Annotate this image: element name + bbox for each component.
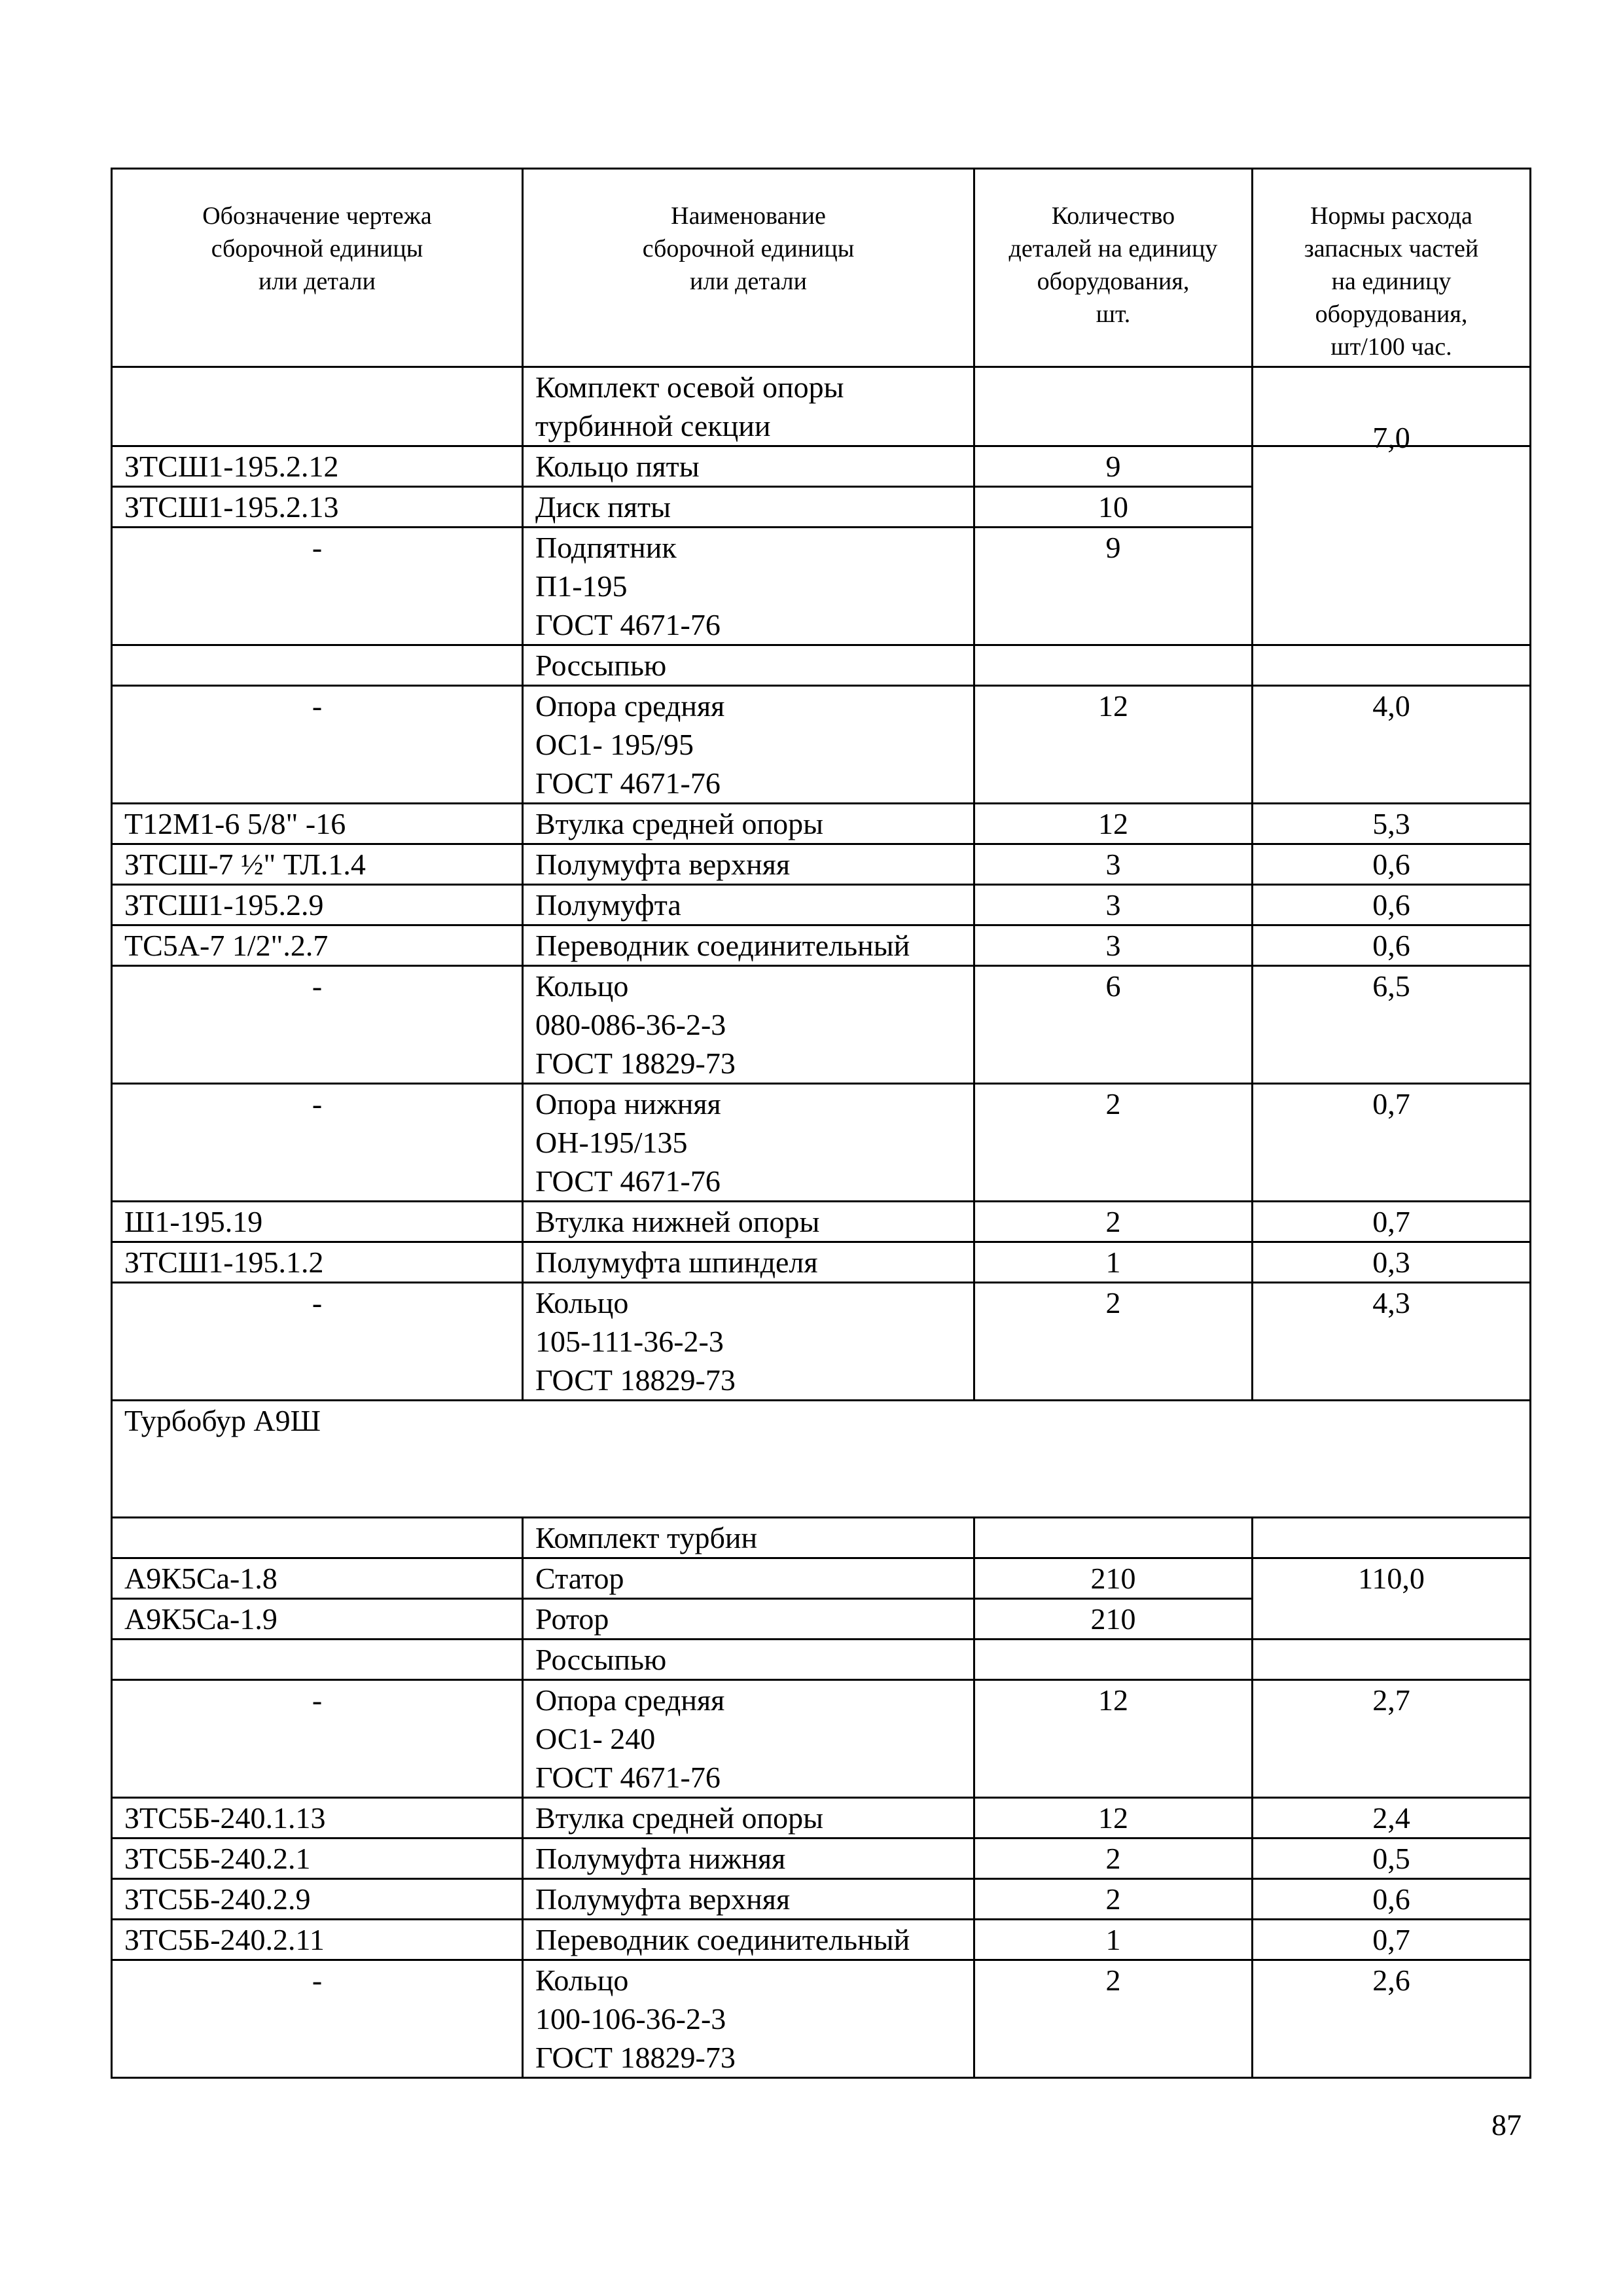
cell-name: Полумуфта нижняя	[523, 1839, 974, 1879]
cell-name: Россыпью	[523, 1640, 974, 1680]
table-row	[112, 1879, 1531, 1920]
cell-norm: 2,4	[1253, 1798, 1531, 1839]
cell-name: Кольцо 080-086-36-2-3 ГОСТ 18829-73	[523, 966, 974, 1084]
cell-norm: 6,5	[1253, 966, 1531, 1084]
cell-code: А9К5Са-1.8	[112, 1558, 523, 1599]
cell-norm	[1253, 1640, 1531, 1680]
cell-code: -	[112, 966, 523, 1084]
table-row	[112, 1680, 1531, 1798]
cell-name: Втулка средней опоры	[523, 1798, 974, 1839]
header-consumption-norm: Нормы расхода запасных частей на единицу оборудования, шт/100 час.	[1253, 169, 1531, 367]
table-row	[112, 686, 1531, 804]
table-row	[112, 1558, 1531, 1599]
cell-qty: 210	[974, 1558, 1253, 1599]
cell-code: ЗТСШ1-195.2.13	[112, 487, 523, 528]
spare-parts-table	[111, 168, 1531, 2079]
cell-qty	[974, 645, 1253, 686]
table-row	[112, 446, 1531, 487]
group-title: Комплект осевой опоры турбинной секции	[523, 367, 974, 446]
cell-code: Ш1-195.19	[112, 1202, 523, 1242]
cell-code: ТС5А-7 1/2".2.7	[112, 925, 523, 966]
cell-norm-merged: 7,0	[1253, 446, 1531, 645]
group-title: Комплект турбин	[523, 1518, 974, 1558]
cell-qty: 12	[974, 804, 1253, 844]
header-drawing-code: Обозначение чертежа сборочной единицы или детали	[112, 169, 523, 367]
cell-name: Диск пяты	[523, 487, 974, 528]
cell-norm: 0,6	[1253, 844, 1531, 885]
cell-qty	[974, 1518, 1253, 1558]
section-title: Турбобур А9Ш	[112, 1401, 1531, 1518]
cell-code: -	[112, 1283, 523, 1401]
cell-name: Полумуфта верхняя	[523, 844, 974, 885]
cell-norm	[1253, 1518, 1531, 1558]
table-row	[112, 966, 1531, 1084]
table-row	[112, 367, 1531, 446]
cell-code	[112, 367, 523, 446]
cell-code: ЗТСШ-7 ½" ТЛ.1.4	[112, 844, 523, 885]
cell-name: Опора нижняя ОН-195/135 ГОСТ 4671-76	[523, 1084, 974, 1202]
cell-name: Переводник соединительный	[523, 1920, 974, 1960]
table-row	[112, 1798, 1531, 1839]
cell-name: Полумуфта верхняя	[523, 1879, 974, 1920]
cell-qty: 12	[974, 686, 1253, 804]
cell-code: ЗТСШ1-195.2.12	[112, 446, 523, 487]
cell-qty: 2	[974, 1879, 1253, 1920]
cell-qty: 2	[974, 1202, 1253, 1242]
table-row	[112, 1084, 1531, 1202]
cell-norm: 4,3	[1253, 1283, 1531, 1401]
cell-name: Полумуфта шпинделя	[523, 1242, 974, 1283]
cell-qty: 3	[974, 885, 1253, 925]
cell-norm: 2,6	[1253, 1960, 1531, 2078]
cell-norm: 2,7	[1253, 1680, 1531, 1798]
cell-code: ЗТСШ1-195.2.9	[112, 885, 523, 925]
cell-norm: 0,6	[1253, 1879, 1531, 1920]
cell-code	[112, 645, 523, 686]
table-row	[112, 1920, 1531, 1960]
cell-name: Ротор	[523, 1599, 974, 1640]
cell-name: Россыпью	[523, 645, 974, 686]
cell-qty: 2	[974, 1960, 1253, 2078]
table-row	[112, 1640, 1531, 1680]
cell-name: Переводник соединительный	[523, 925, 974, 966]
cell-code: ЗТСШ1-195.1.2	[112, 1242, 523, 1283]
cell-code: -	[112, 686, 523, 804]
cell-qty: 12	[974, 1798, 1253, 1839]
cell-qty	[974, 367, 1253, 446]
cell-norm: 0,7	[1253, 1920, 1531, 1960]
cell-code: -	[112, 1084, 523, 1202]
cell-name: Статор	[523, 1558, 974, 1599]
table-header-row	[112, 169, 1531, 367]
cell-norm: 4,0	[1253, 686, 1531, 804]
cell-code	[112, 1518, 523, 1558]
cell-norm: 5,3	[1253, 804, 1531, 844]
table-row	[112, 1242, 1531, 1283]
table-row	[112, 885, 1531, 925]
cell-qty: 12	[974, 1680, 1253, 1798]
cell-qty: 2	[974, 1283, 1253, 1401]
cell-code: ЗТС5Б-240.2.1	[112, 1839, 523, 1879]
header-name: Наименование сборочной единицы или детали	[523, 169, 974, 367]
cell-qty: 9	[974, 528, 1253, 645]
table-row	[112, 1202, 1531, 1242]
cell-name: Опора средняя ОС1- 240 ГОСТ 4671-76	[523, 1680, 974, 1798]
section-row	[112, 1401, 1531, 1518]
table-row	[112, 804, 1531, 844]
cell-code: ЗТС5Б-240.2.9	[112, 1879, 523, 1920]
table-row	[112, 1518, 1531, 1558]
table-row	[112, 1283, 1531, 1401]
cell-name: Кольцо 105-111-36-2-3 ГОСТ 18829-73	[523, 1283, 974, 1401]
cell-norm: 0,7	[1253, 1084, 1531, 1202]
cell-qty: 10	[974, 487, 1253, 528]
table-row	[112, 645, 1531, 686]
cell-name: Опора средняя ОС1- 195/95 ГОСТ 4671-76	[523, 686, 974, 804]
cell-name: Втулка нижней опоры	[523, 1202, 974, 1242]
cell-name: Кольцо 100-106-36-2-3 ГОСТ 18829-73	[523, 1960, 974, 2078]
table-row	[112, 925, 1531, 966]
cell-code: ЗТС5Б-240.2.11	[112, 1920, 523, 1960]
header-quantity: Количество деталей на единицу оборудования, шт.	[974, 169, 1253, 367]
cell-norm-merged: 110,0	[1253, 1558, 1531, 1640]
cell-qty: 1	[974, 1242, 1253, 1283]
cell-code: Т12М1-6 5/8" -16	[112, 804, 523, 844]
cell-code: -	[112, 528, 523, 645]
cell-code: -	[112, 1680, 523, 1798]
cell-qty: 9	[974, 446, 1253, 487]
cell-qty: 1	[974, 1920, 1253, 1960]
cell-code: -	[112, 1960, 523, 2078]
cell-name: Втулка средней опоры	[523, 804, 974, 844]
cell-qty: 6	[974, 966, 1253, 1084]
cell-qty: 210	[974, 1599, 1253, 1640]
cell-qty: 2	[974, 1084, 1253, 1202]
cell-norm: 0,6	[1253, 925, 1531, 966]
table-row	[112, 1839, 1531, 1879]
cell-qty: 2	[974, 1839, 1253, 1879]
cell-norm: 0,5	[1253, 1839, 1531, 1879]
cell-name: Кольцо пяты	[523, 446, 974, 487]
cell-qty	[974, 1640, 1253, 1680]
cell-norm: 0,6	[1253, 885, 1531, 925]
cell-name: Подпятник П1-195 ГОСТ 4671-76	[523, 528, 974, 645]
cell-code: ЗТС5Б-240.1.13	[112, 1798, 523, 1839]
cell-norm: 0,7	[1253, 1202, 1531, 1242]
cell-qty: 3	[974, 844, 1253, 885]
cell-code: А9К5Са-1.9	[112, 1599, 523, 1640]
cell-norm	[1253, 645, 1531, 686]
cell-code	[112, 1640, 523, 1680]
page-number: 87	[1491, 2108, 1522, 2142]
cell-name: Полумуфта	[523, 885, 974, 925]
cell-qty: 3	[974, 925, 1253, 966]
table-row	[112, 844, 1531, 885]
table-row	[112, 1960, 1531, 2078]
cell-norm: 0,3	[1253, 1242, 1531, 1283]
